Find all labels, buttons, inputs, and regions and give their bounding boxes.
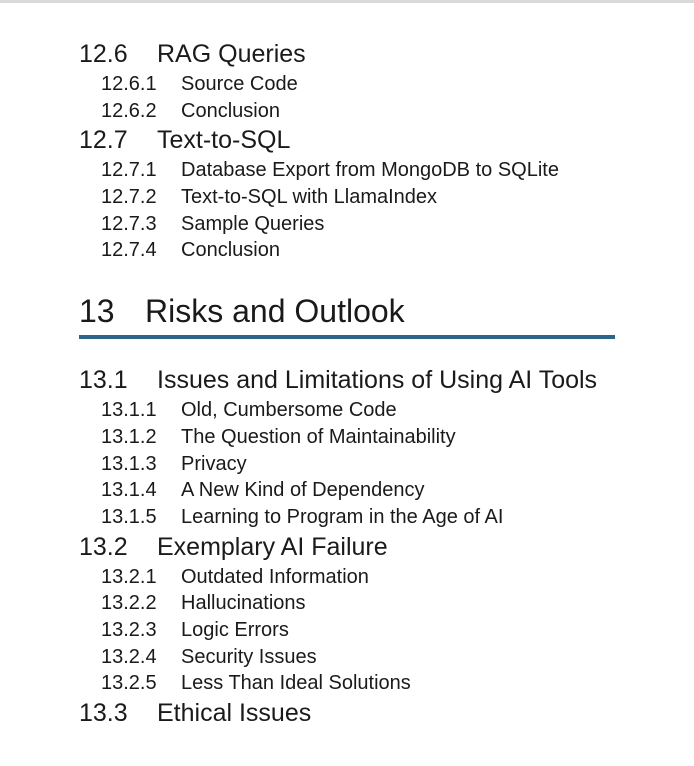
toc-section-13-1[interactable] [79,363,599,397]
toc-subsection-13-1-3[interactable] [79,451,619,478]
subsection-title: Security Issues [181,645,317,668]
section-title: Issues and Limitations of Using AI Tools [157,366,598,395]
subsection-number: 12.7.3 [101,212,157,235]
subsection-title: Conclusion [181,99,280,122]
subsection-number: 13.1.5 [101,505,157,528]
subsection-number: 12.7.2 [101,186,157,209]
section-number: 12.7 [79,126,128,155]
toc-chapter-13[interactable] [79,291,619,331]
subsection-number: 13.1.4 [101,479,157,502]
subsection-title: Privacy [181,452,247,475]
subsection-title: Text-to-SQL with LlamaIndex [181,186,438,209]
toc-subsection-13-1-1[interactable] [79,397,619,424]
toc-section-12-6[interactable] [79,38,619,71]
subsection-number: 13.1.1 [101,399,157,422]
subsection-title: A New Kind of Dependency [181,479,425,502]
toc-subsection-13-2-4[interactable] [79,644,619,671]
toc-subsection-13-2-2[interactable] [79,590,619,617]
subsection-number: 13.2.4 [101,645,157,668]
toc-section-13-2[interactable] [79,531,619,564]
chapter-title: Risks and Outlook [145,293,405,330]
section-number: 13.2 [79,532,128,561]
subsection-title: Sample Queries [181,212,325,235]
subsection-title: Outdated Information [181,565,369,588]
subsection-number: 13.2.1 [101,565,157,588]
toc-subsection-12-6-1[interactable] [79,71,619,98]
subsection-number: 12.7.4 [101,239,157,262]
chapter-number: 13 [79,293,115,330]
toc-subsection-13-2-5[interactable] [79,670,619,697]
subsection-title: Old, Cumbersome Code [181,399,397,422]
subsection-title: Conclusion [181,239,280,262]
subsection-number: 13.2.3 [101,618,157,641]
toc-subsection-12-7-4[interactable] [79,237,619,264]
top-border [0,0,694,3]
section-title: Ethical Issues [157,699,312,727]
toc-subsection-13-1-5[interactable] [79,504,619,531]
subsection-number: 12.6.1 [101,73,157,95]
subsection-number: 13.2.5 [101,672,157,695]
section-number: 13.1 [79,366,128,395]
subsection-number: 13.2.2 [101,592,157,615]
subsection-title: Database Export from MongoDB to SQLite [181,159,559,182]
toc-section-13-3[interactable] [79,697,619,730]
chapter-divider [79,335,615,339]
section-title: RAG Queries [157,40,306,68]
toc-subsection-13-2-3[interactable] [79,617,619,644]
subsection-number: 13.1.3 [101,452,157,475]
subsection-number: 13.1.2 [101,425,157,448]
toc-subsection-13-1-4[interactable] [79,477,619,504]
subsection-title: Less Than Ideal Solutions [181,672,411,695]
toc-subsection-12-6-2[interactable] [79,98,619,125]
subsection-title: Source Code [181,73,298,95]
subsection-title: Learning to Program in the Age of AI [181,505,504,528]
toc-subsection-12-7-2[interactable] [79,184,619,211]
subsection-title: Hallucinations [181,592,306,615]
toc-subsection-12-7-1[interactable] [79,157,619,184]
toc-subsection-13-2-1[interactable] [79,564,619,591]
subsection-number: 12.6.2 [101,99,157,122]
toc-section-12-7[interactable] [79,124,619,157]
table-of-contents [79,38,619,730]
section-title: Text-to-SQL [157,126,291,155]
subsection-title: The Question of Maintainability [181,425,456,448]
toc-subsection-13-1-2[interactable] [79,424,619,451]
subsection-number: 12.7.1 [101,159,157,182]
section-title: Exemplary AI Failure [157,532,388,561]
toc-subsection-12-7-3[interactable] [79,211,619,238]
section-number: 12.6 [79,40,128,68]
subsection-title: Logic Errors [181,618,289,641]
section-number: 13.3 [79,699,128,727]
